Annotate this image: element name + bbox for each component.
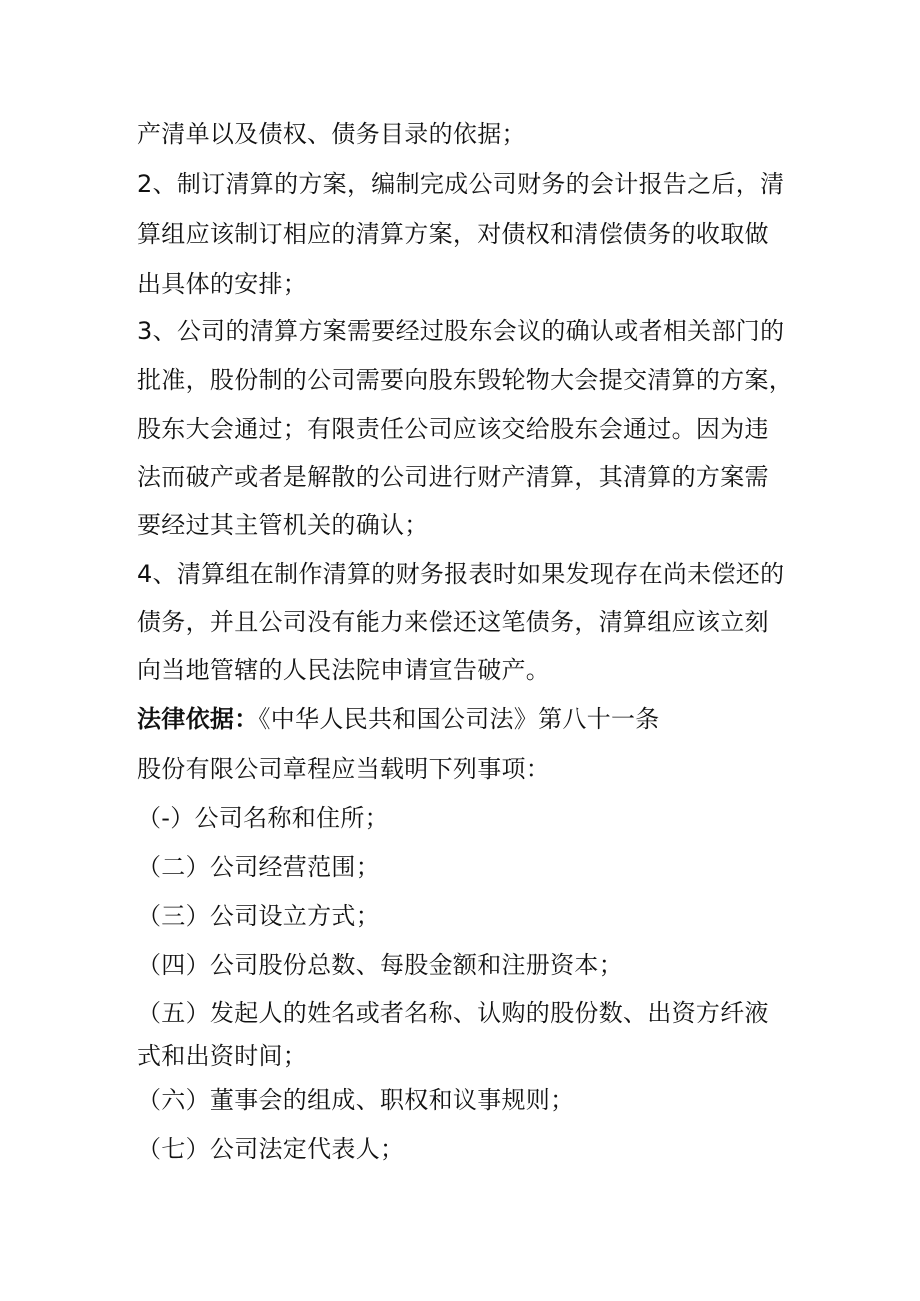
list-item: 式和出资时间； — [137, 1042, 308, 1070]
paragraph-line: 债务，并且公司没有能力来偿还这笔债务，清算组应该立刻 — [137, 608, 769, 636]
paragraph-line: 法而破产或者是解散的公司进行财产清算，其清算的方案需 — [137, 463, 769, 491]
paragraph-line: 出具体的安排； — [137, 270, 308, 298]
legal-basis-text: 《中华人民共和国公司法》第八十一条 — [258, 705, 660, 733]
paragraph-line: 4、清算组在制作清算的财务报表时如果发现存在尚未偿还的 — [137, 560, 785, 588]
paragraph-line: 3、公司的清算方案需要经过股东会议的确认或者相关部门的 — [137, 317, 785, 345]
list-item: （四）公司股份总数、每股金额和注册资本； — [137, 951, 623, 979]
paragraph-line: 2、制订清算的方案，编制完成公司财务的会计报告之后，清 — [137, 170, 785, 198]
list-item: （二）公司经营范围； — [137, 853, 380, 881]
list-item: （-）公司名称和住所； — [137, 804, 389, 832]
list-item: （六）董事会的组成、职权和议事规则； — [137, 1086, 575, 1114]
list-item: （五）发起人的姓名或者名称、认购的股份数、出资方纤液 — [137, 999, 769, 1027]
paragraph-line: 算组应该制订相应的清算方案，对债权和清偿债务的收取做 — [137, 220, 769, 248]
legal-basis-line — [137, 703, 660, 735]
paragraph-line: 向当地管辖的人民法院申请宣告破产。 — [137, 656, 551, 684]
article-intro: 股份有限公司章程应当载明下列事项： — [137, 755, 551, 783]
paragraph-line: 股东大会通过；有限责任公司应该交给股东会通过。因为违 — [137, 415, 769, 443]
legal-basis-label: 法律依据： — [137, 705, 259, 733]
paragraph-line: 产清单以及债权、债务目录的依据； — [137, 120, 526, 148]
list-item: （三）公司设立方式； — [137, 902, 380, 930]
paragraph-line: 要经过其主管机关的确认； — [137, 511, 429, 539]
list-item: （七）公司法定代表人； — [137, 1135, 405, 1163]
paragraph-line: 批准，股份制的公司需要向股东毁轮物大会提交清算的方案， — [137, 366, 794, 394]
